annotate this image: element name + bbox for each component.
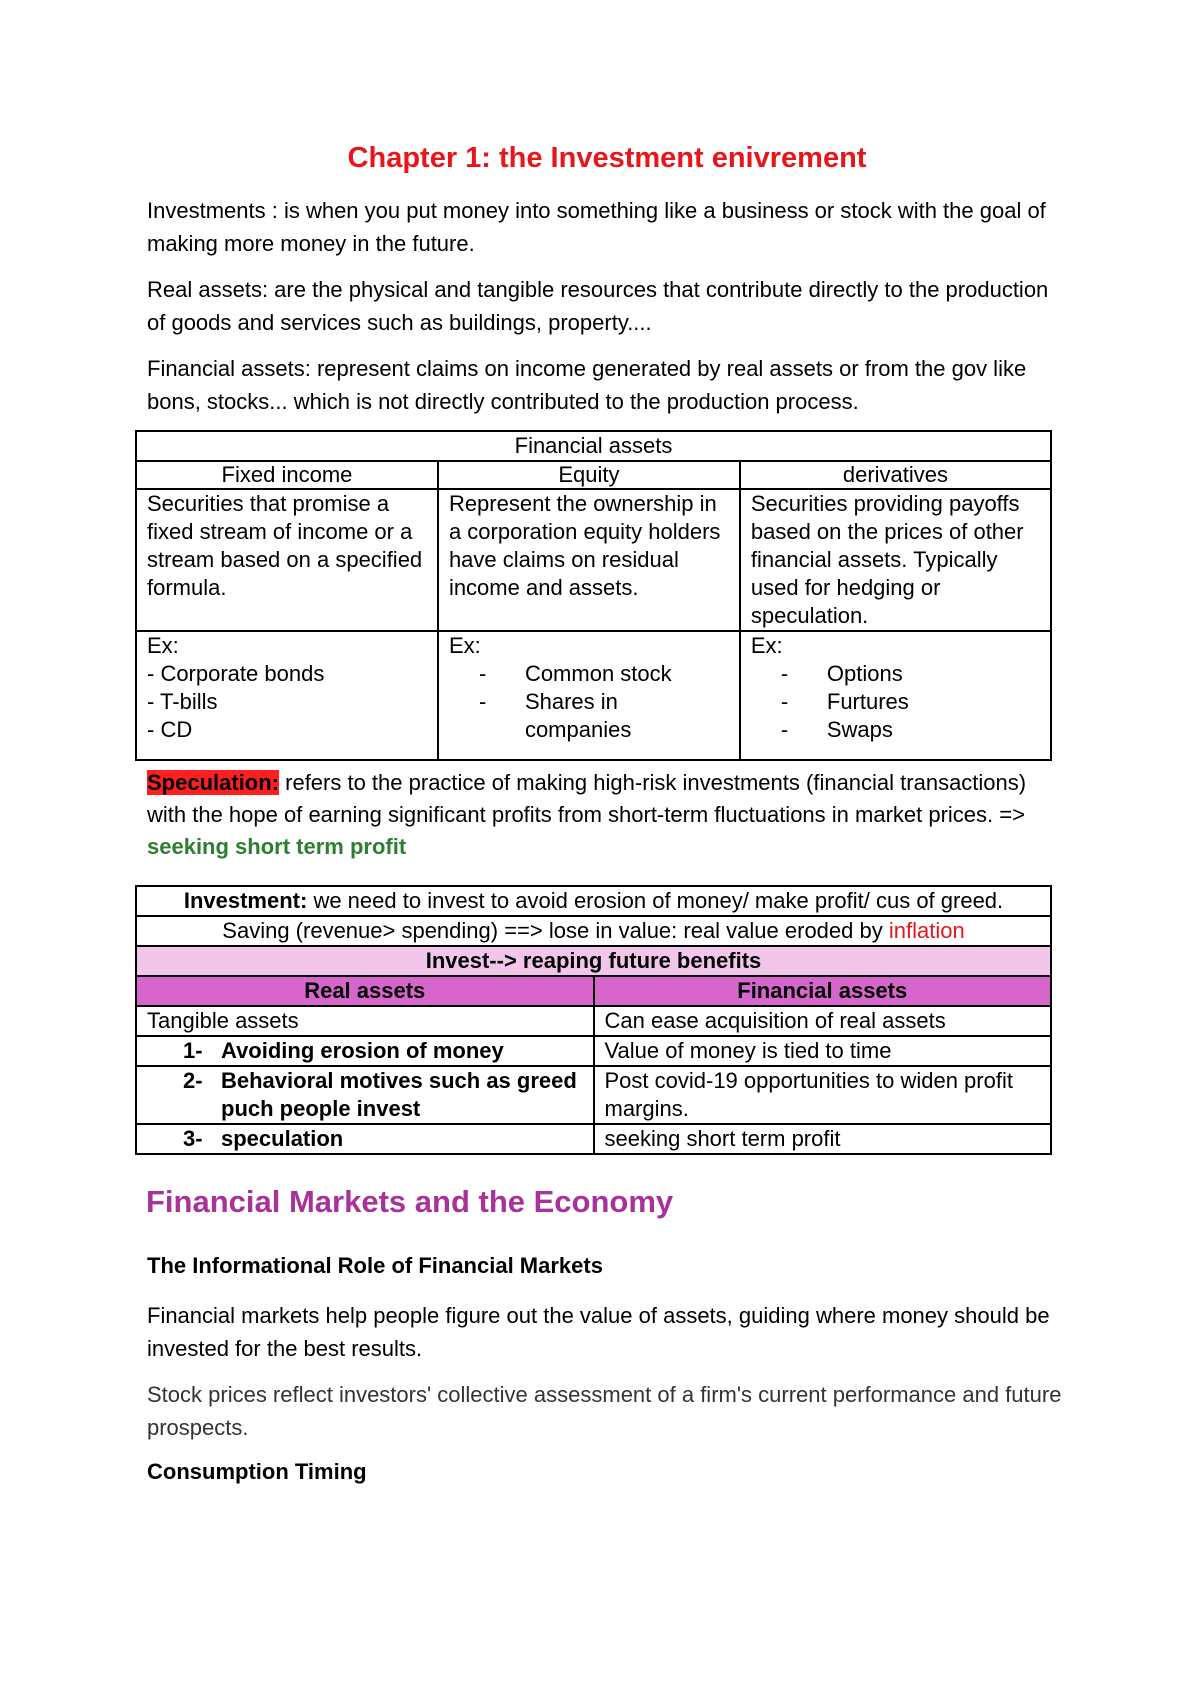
table-row (136, 489, 1051, 631)
row-left-cell (136, 1124, 594, 1154)
investment-label: Investment: (183, 888, 308, 913)
informational-role-title: The Informational Role of Financial Markets (147, 1253, 603, 1278)
table-row (136, 461, 1051, 489)
row-left-cell: Tangible assets (136, 1006, 594, 1036)
item-number: 2- (183, 1068, 203, 1093)
financial-assets-table (135, 430, 1052, 761)
table-row (136, 1066, 1051, 1124)
speculation-label: Speculation: (147, 770, 280, 795)
row-right-cell: seeking short term profit (594, 1124, 1052, 1154)
table-row (136, 1124, 1051, 1154)
item-number: 3- (183, 1126, 203, 1151)
table-row (136, 631, 1051, 760)
real-assets-definition: Real assets: are the physical and tangible resources that contribute directly to the production of goods and services such as buildings, property.... (147, 277, 1049, 335)
ex-label: Ex: (750, 633, 783, 658)
investment-text: we need to invest to avoid erosion of money/ make profit/ cus of greed. (307, 888, 1004, 913)
item-text: Behavioral motives such as greed puch people invest (221, 1068, 577, 1121)
item-text: speculation (221, 1126, 344, 1151)
speculation-paragraph (147, 767, 1067, 863)
dash: - (478, 689, 487, 714)
financial-assets-definition: Financial assets: represent claims on income generated by real assets or from the gov like bons, stocks... which is not directly contributed to the production process. (147, 356, 1027, 414)
row-left-cell (136, 1066, 594, 1124)
equity-description: Represent the ownership in a corporation equity holders have claims on residual income and assets. (438, 489, 740, 631)
column-header-equity: Equity (438, 461, 740, 489)
invest-benefits-row: Invest--> reaping future benefits (136, 946, 1051, 976)
list-item: - CD (147, 717, 193, 742)
derivatives-examples (740, 631, 1051, 760)
list-item-text: Swaps (826, 717, 893, 742)
speculation-highlight: seeking short term profit (147, 834, 407, 859)
list-item (449, 688, 729, 744)
fixed-income-examples (136, 631, 438, 760)
equity-examples (438, 631, 740, 760)
list-item-text: Common stock (524, 661, 672, 686)
dash: - (780, 717, 789, 742)
table-row (136, 916, 1051, 946)
dash: - (780, 661, 789, 686)
fa-table-title: Financial assets (136, 431, 1051, 461)
ex-label: Ex: (147, 633, 179, 658)
section-title: Financial Markets and the Economy (146, 1184, 674, 1219)
list-item (751, 688, 1040, 716)
list-item-text: Shares in companies (524, 689, 632, 742)
table-row (136, 1006, 1051, 1036)
list-item: - T-bills (147, 689, 218, 714)
informational-paragraph: Financial markets help people figure out the value of assets, guiding where money should be invested for the best results. (147, 1303, 1050, 1361)
dash: - (478, 661, 487, 686)
item-text: Avoiding erosion of money (221, 1038, 504, 1063)
page-content (147, 140, 1067, 1505)
table-row (136, 886, 1051, 916)
list-item (751, 660, 1040, 688)
financial-assets-header: Financial assets (594, 976, 1052, 1006)
list-item (449, 660, 729, 688)
table-row (136, 946, 1051, 976)
speculation-text: refers to the practice of making high-risk investments (financial transactions) with the hope of earning significant profits from short-term fluctuations in market prices. => (147, 770, 1027, 827)
investment-table (135, 885, 1052, 1155)
fixed-income-description: Securities that promise a fixed stream of income or a stream based on a specified formula. (136, 489, 438, 631)
saving-text: Saving (revenue> spending) ==> lose in value: real value eroded by (222, 918, 889, 943)
list-item (751, 716, 1040, 744)
list-item-text: Options (826, 661, 903, 686)
derivatives-example-list (751, 660, 1040, 744)
investments-definition: Investments : is when you put money into something like a business or stock with the goal of making more money in the future. (147, 198, 1046, 256)
table-row (136, 1036, 1051, 1066)
chapter-title: Chapter 1: the Investment enivrement (347, 142, 867, 174)
inflation-text: inflation (888, 918, 965, 943)
item-number: 1- (183, 1038, 203, 1063)
row-right-cell: Can ease acquisition of real assets (594, 1006, 1052, 1036)
list-item: - Corporate bonds (147, 661, 325, 686)
list-item-text: Furtures (826, 689, 909, 714)
column-header-fixed-income: Fixed income (136, 461, 438, 489)
real-assets-header: Real assets (136, 976, 594, 1006)
saving-cell (136, 916, 1051, 946)
ex-label: Ex: (448, 633, 481, 658)
equity-example-list (449, 660, 729, 744)
stock-prices-paragraph: Stock prices reflect investors' collective assessment of a firm's current performance and future prospects. (147, 1382, 1062, 1440)
derivatives-description: Securities providing payoffs based on the prices of other financial assets. Typically used for hedging or speculation. (740, 489, 1051, 631)
dash: - (780, 689, 789, 714)
row-right-cell: Post covid-19 opportunities to widen profit margins. (594, 1066, 1052, 1124)
table-row (136, 431, 1051, 461)
column-header-derivatives: derivatives (740, 461, 1051, 489)
fixed-income-example-list (147, 660, 427, 744)
table-row (136, 976, 1051, 1006)
investment-cell (136, 886, 1051, 916)
row-right-cell: Value of money is tied to time (594, 1036, 1052, 1066)
consumption-timing-title: Consumption Timing (147, 1459, 367, 1484)
row-left-cell (136, 1036, 594, 1066)
